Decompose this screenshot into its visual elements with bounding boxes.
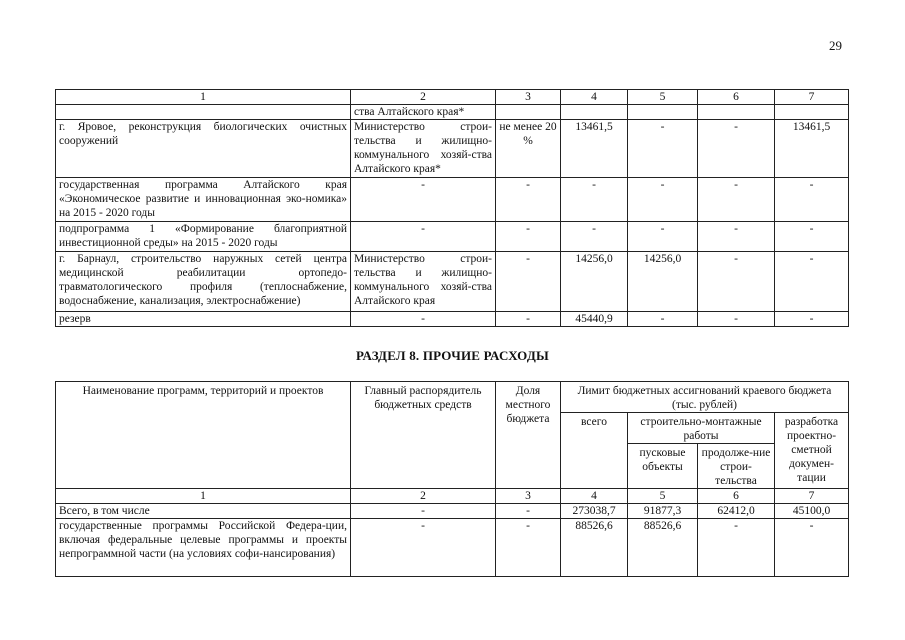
table-row — [56, 178, 849, 222]
row-cont: - — [698, 178, 775, 222]
row-name — [56, 105, 351, 120]
row-share: - — [496, 504, 561, 519]
row-cont: - — [698, 519, 775, 577]
column-number-row — [56, 489, 849, 504]
row-total: 14256,0 — [561, 252, 628, 312]
row-name: государственная программа Алтайского края «Экономическое развитие и инновационная эко-номика» на 2015 - 2020 годы — [56, 178, 351, 222]
row-start — [628, 105, 698, 120]
row-cont: 62412,0 — [698, 504, 775, 519]
number-cell: 4 — [561, 489, 628, 504]
table-row — [56, 222, 849, 252]
number-cell: 6 — [698, 489, 775, 504]
row-admin: - — [351, 504, 496, 519]
table-header-row — [56, 382, 849, 413]
number-cell: 7 — [775, 489, 849, 504]
row-cont: - — [698, 252, 775, 312]
row-design: - — [775, 312, 849, 327]
row-start: - — [628, 120, 698, 178]
header-total: всего — [561, 413, 628, 489]
row-name: резерв — [56, 312, 351, 327]
row-share: - — [496, 312, 561, 327]
row-admin: ства Алтайского края* — [351, 105, 496, 120]
table-row — [56, 504, 849, 519]
header-limit: Лимит бюджетных ассигнований краевого бюджета (тыс. рублей) — [561, 382, 849, 413]
header-cell: 3 — [496, 90, 561, 105]
row-admin: - — [351, 519, 496, 577]
table-row — [56, 312, 849, 327]
row-design — [775, 105, 849, 120]
header-cell: 6 — [698, 90, 775, 105]
row-cont — [698, 105, 775, 120]
header-share: Доля местного бюджета — [496, 382, 561, 489]
other-expenses-table — [55, 381, 849, 577]
table-row — [56, 252, 849, 312]
header-cell: 1 — [56, 90, 351, 105]
row-total: 273038,7 — [561, 504, 628, 519]
header-cell: 7 — [775, 90, 849, 105]
budget-table-continued — [55, 89, 849, 327]
row-total: - — [561, 222, 628, 252]
number-cell: 3 — [496, 489, 561, 504]
row-design: 13461,5 — [775, 120, 849, 178]
row-start: - — [628, 222, 698, 252]
row-total: 45440,9 — [561, 312, 628, 327]
row-total: - — [561, 178, 628, 222]
section-heading: РАЗДЕЛ 8. ПРОЧИЕ РАСХОДЫ — [356, 348, 549, 363]
row-admin: - — [351, 178, 496, 222]
page-number: 29 — [829, 38, 842, 53]
row-name: подпрограмма 1 «Формирование благоприятной инвестиционной среды» на 2015 - 2020 годы — [56, 222, 351, 252]
row-design: - — [775, 519, 849, 577]
row-share: - — [496, 222, 561, 252]
row-total — [561, 105, 628, 120]
row-start: - — [628, 178, 698, 222]
table-row — [56, 105, 849, 120]
row-share: - — [496, 519, 561, 577]
header-cont: продолже-ние строи-тельства — [698, 444, 775, 489]
row-start: 88526,6 — [628, 519, 698, 577]
row-name: государственные программы Российской Федера-ции, включая федеральные целевые программы и проекты непрограммной части (на условиях софи-нансирования) — [56, 519, 351, 577]
row-name: Всего, в том числе — [56, 504, 351, 519]
row-share: - — [496, 178, 561, 222]
row-share — [496, 105, 561, 120]
table-row — [56, 519, 849, 577]
header-cell: 5 — [628, 90, 698, 105]
row-start: 14256,0 — [628, 252, 698, 312]
number-cell: 1 — [56, 489, 351, 504]
row-admin: - — [351, 222, 496, 252]
row-admin: - — [351, 312, 496, 327]
number-cell: 2 — [351, 489, 496, 504]
header-cell: 4 — [561, 90, 628, 105]
row-name: г. Яровое, реконструкция биологических очистных сооружений — [56, 120, 351, 178]
row-design: 45100,0 — [775, 504, 849, 519]
header-start: пусковые объекты — [628, 444, 698, 489]
header-construction: строительно-монтажные работы — [628, 413, 775, 444]
row-admin: Министерство строи-тельства и жилищно-коммунального хозяй-ства Алтайского края* — [351, 120, 496, 178]
row-design: - — [775, 252, 849, 312]
row-start: - — [628, 312, 698, 327]
row-start: 91877,3 — [628, 504, 698, 519]
number-cell: 5 — [628, 489, 698, 504]
table-row — [56, 120, 849, 178]
header-admin: Главный распорядитель бюджетных средств — [351, 382, 496, 489]
header-cell: 2 — [351, 90, 496, 105]
row-admin: Министерство строи-тельства и жилищно-коммунального хозяй-ства Алтайского края — [351, 252, 496, 312]
row-cont: - — [698, 120, 775, 178]
row-total: 88526,6 — [561, 519, 628, 577]
header-name: Наименование программ, территорий и проектов — [56, 382, 351, 489]
row-total: 13461,5 — [561, 120, 628, 178]
row-design: - — [775, 222, 849, 252]
row-cont: - — [698, 222, 775, 252]
row-cont: - — [698, 312, 775, 327]
table-header-row — [56, 90, 849, 105]
header-design: разработка проектно-сметной докумен-тации — [775, 413, 849, 489]
row-design: - — [775, 178, 849, 222]
row-name: г. Барнаул, строительство наружных сетей центра медицинской реабилитации ортопедо-травматологического профиля (теплоснабжение, водоснабжение, канализация, электроснабжение) — [56, 252, 351, 312]
row-share: - — [496, 252, 561, 312]
row-share: не менее 20 % — [496, 120, 561, 178]
